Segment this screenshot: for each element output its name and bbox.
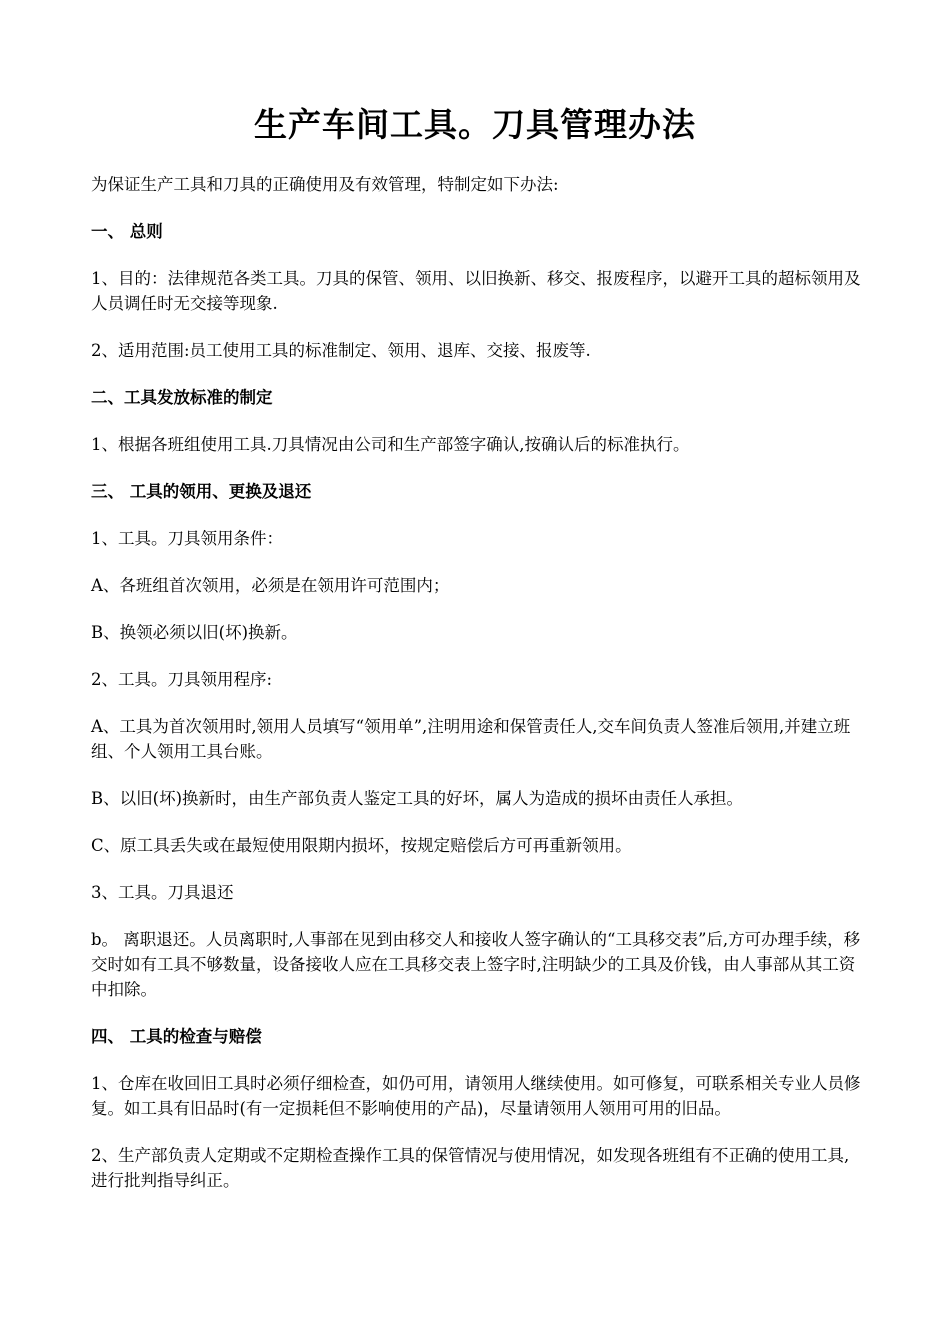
paragraph-standards: 1、根据各班组使用工具.刀具情况由公司和生产部签字确认,按确认后的标准执行。	[91, 435, 690, 454]
intro-paragraph: 为保证生产工具和刀具的正确使用及有效管理，特制定如下办法:	[91, 175, 559, 194]
paragraph-issue-conditions: 1、工具。刀具领用条件：	[91, 529, 283, 548]
paragraph-resignation-return: b。 离职退还。人员离职时,人事部在见到由移交人和接收人签字确认的“工具移交表”后,方可办理手续，移交时如有工具不够数量，设备接收人应在工具移交表上签字时,注明缺少的工具及价钱，由人事部从其工资中扣除。	[91, 930, 861, 999]
paragraph-procedure-c: C、原工具丢失或在最短使用限期内损坏，按规定赔偿后方可再重新领用。	[91, 836, 632, 855]
paragraph-scope: 2、适用范围:员工使用工具的标准制定、领用、退库、交接、报废等.	[91, 341, 591, 360]
section-heading-inspection: 四、 工具的检查与赔偿	[91, 1027, 262, 1046]
paragraph-procedure-b: B、以旧(坏)换新时，由生产部负责人鉴定工具的好坏，属人为造成的损坏由责任人承担。	[91, 789, 743, 808]
paragraph-purpose: 1、目的：法律规范各类工具。刀具的保管、领用、以旧换新、移交、报废程序，以避开工具的超标领用及人员调任时无交接等现象.	[91, 269, 861, 313]
section-heading-general: 一、 总则	[91, 222, 163, 241]
page-title: 生产车间工具。刀具管理办法	[254, 105, 696, 144]
section-heading-standards: 二、工具发放标准的制定	[91, 388, 273, 407]
section-heading-issue-return: 三、 工具的领用、更换及退还	[91, 482, 312, 501]
paragraph-procedure-a: A、工具为首次领用时,领用人员填写“领用单”,注明用途和保管责任人,交车间负责人签准后领用,并建立班组、个人领用工具台账。	[91, 717, 851, 761]
paragraph-condition-a: A、各班组首次领用，必须是在领用许可范围内；	[91, 576, 450, 595]
paragraph-inspection-2: 2、生产部负责人定期或不定期检查操作工具的保管情况与使用情况，如发现各班组有不正确的使用工具,进行批判指导纠正。	[91, 1146, 850, 1190]
paragraph-return: 3、工具。刀具退还	[91, 883, 234, 902]
paragraph-inspection-1: 1、仓库在收回旧工具时必须仔细检查，如仍可用，请领用人继续使用。如可修复，可联系相关专业人员修复。如工具有旧品时(有一定损耗但不影响使用的产品)，尽量请领用人领用可用的旧品。	[91, 1074, 861, 1118]
paragraph-condition-b: B、换领必须以旧(坏)换新。	[91, 623, 298, 642]
document-body	[91, 172, 861, 1215]
paragraph-issue-procedure: 2、工具。刀具领用程序:	[91, 670, 273, 689]
